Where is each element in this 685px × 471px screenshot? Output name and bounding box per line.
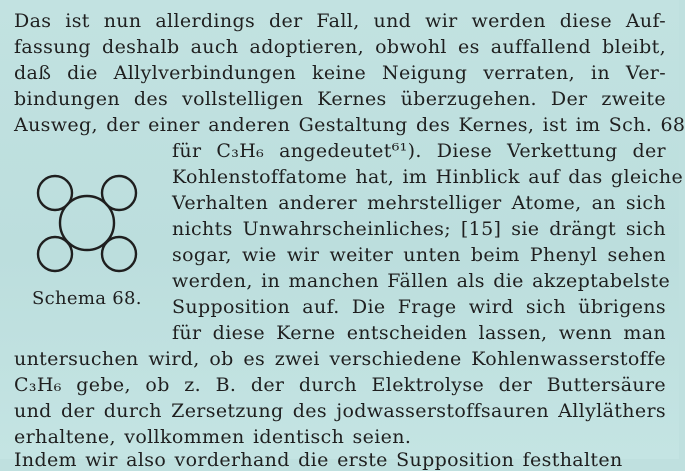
bottom-right-atom-circle bbox=[102, 237, 136, 271]
text-line: und der durch Zersetzung des jodwasserstoffsauren Allyläthers bbox=[14, 400, 666, 422]
text-line: fassung deshalb auch adoptieren, obwohl es auffallend bleibt, bbox=[14, 36, 666, 58]
text-line: untersuchen wird, ob es zwei verschiedene Kohlenwasserstoffe bbox=[14, 348, 666, 370]
text-line: erhaltene, vollkommen identisch seien. bbox=[14, 426, 412, 448]
schema-68-figure bbox=[22, 165, 152, 295]
text-line: Supposition auf. Die Frage wird sich übrigens bbox=[172, 296, 666, 318]
text-line: Indem wir also vorderhand die erste Supposition festhalten bbox=[14, 449, 623, 471]
text-line: werden, in manchen Fällen als die akzeptabelste bbox=[172, 270, 671, 292]
text-line: sogar, wie wir weiter unten beim Phenyl sehen bbox=[172, 244, 666, 266]
text-line: Verhalten anderer mehrstelliger Atome, an sich bbox=[172, 192, 666, 214]
bottom-left-atom-circle bbox=[38, 237, 72, 271]
text-line: nichts Unwahrscheinliches; [15] sie drängt sich bbox=[172, 218, 666, 240]
text-line: Kohlenstoffatome hat, im Hinblick auf das gleiche bbox=[172, 166, 684, 188]
cut-off-line bbox=[14, 449, 666, 471]
text-line: für C₃H₆ angedeutet⁶¹). Diese Verkettung der bbox=[172, 140, 666, 162]
figure-caption: Schema 68. bbox=[32, 288, 142, 309]
text-line: Das ist nun allerdings der Fall, und wir werden diese Auf- bbox=[14, 10, 666, 32]
text-line: für diese Kerne entscheiden lassen, wenn man bbox=[172, 322, 666, 344]
text-line: daß die Allylverbindungen keine Neigung verraten, in Ver- bbox=[14, 62, 666, 84]
text-line: bindungen des vollstelligen Kernes überzugehen. Der zweite bbox=[14, 88, 666, 110]
text-line: C₃H₆ gebe, ob z. B. der durch Elektrolyse der Buttersäure bbox=[14, 374, 666, 396]
text-line: Ausweg, der einer anderen Gestaltung des Kernes, ist im Sch. 68 bbox=[14, 114, 685, 136]
